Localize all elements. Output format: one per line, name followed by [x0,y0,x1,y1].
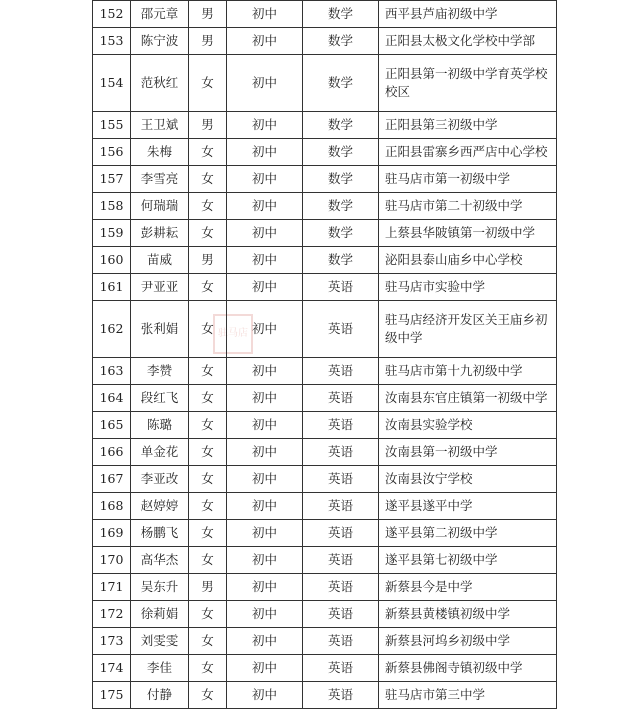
gender-cell: 女 [189,520,227,547]
school-name-cell: 驻马店市第三中学 [379,682,557,709]
school-name-cell: 遂平县遂平中学 [379,493,557,520]
row-number-cell: 162 [93,301,131,358]
subject-cell: 英语 [303,655,379,682]
school-level-cell: 初中 [227,1,303,28]
subject-cell: 英语 [303,493,379,520]
row-number-cell: 174 [93,655,131,682]
gender-cell: 女 [189,385,227,412]
school-level-cell: 初中 [227,139,303,166]
gender-cell: 女 [189,220,227,247]
school-level-cell: 初中 [227,274,303,301]
subject-cell: 数学 [303,193,379,220]
teacher-name-cell: 徐莉娟 [131,601,189,628]
school-level-cell: 初中 [227,301,303,358]
school-level-cell: 初中 [227,193,303,220]
school-name-cell: 汝南县汝宁学校 [379,466,557,493]
row-number-cell: 155 [93,112,131,139]
school-name-cell: 上蔡县华陂镇第一初级中学 [379,220,557,247]
row-number-cell: 156 [93,139,131,166]
table-row [93,274,557,301]
row-number-cell: 170 [93,547,131,574]
table-row [93,247,557,274]
subject-cell: 英语 [303,439,379,466]
table-row [93,628,557,655]
gender-cell: 女 [189,493,227,520]
subject-cell: 英语 [303,601,379,628]
row-number-cell: 153 [93,28,131,55]
school-name-cell: 新蔡县今是中学 [379,574,557,601]
teacher-name-cell: 杨鹏飞 [131,520,189,547]
table-row [93,112,557,139]
school-name-cell: 驻马店市第十九初级中学 [379,358,557,385]
school-name-cell: 新蔡县河坞乡初级中学 [379,628,557,655]
subject-cell: 英语 [303,520,379,547]
gender-cell: 男 [189,1,227,28]
school-level-cell: 初中 [227,247,303,274]
row-number-cell: 175 [93,682,131,709]
subject-cell: 数学 [303,1,379,28]
subject-cell: 数学 [303,220,379,247]
school-level-cell: 初中 [227,166,303,193]
subject-cell: 数学 [303,55,379,112]
row-number-cell: 157 [93,166,131,193]
table-row [93,547,557,574]
teacher-name-cell: 朱梅 [131,139,189,166]
school-level-cell: 初中 [227,466,303,493]
subject-cell: 英语 [303,412,379,439]
teacher-name-cell: 李雪亮 [131,166,189,193]
subject-cell: 英语 [303,466,379,493]
table-row [93,574,557,601]
table-row [93,682,557,709]
subject-cell: 英语 [303,682,379,709]
school-level-cell: 初中 [227,358,303,385]
school-level-cell: 初中 [227,628,303,655]
row-number-cell: 173 [93,628,131,655]
row-number-cell: 165 [93,412,131,439]
row-number-cell: 163 [93,358,131,385]
table-row [93,655,557,682]
teacher-name-cell: 赵婷婷 [131,493,189,520]
gender-cell: 女 [189,547,227,574]
school-name-cell: 正阳县太极文化学校中学部 [379,28,557,55]
subject-cell: 英语 [303,628,379,655]
subject-cell: 英语 [303,574,379,601]
school-name-cell: 正阳县雷寨乡西严店中心学校 [379,139,557,166]
gender-cell: 女 [189,166,227,193]
subject-cell: 英语 [303,274,379,301]
teacher-name-cell: 陈宁波 [131,28,189,55]
table-row [93,1,557,28]
teacher-name-cell: 王卫斌 [131,112,189,139]
teacher-name-cell: 李佳 [131,655,189,682]
school-name-cell: 正阳县第三初级中学 [379,112,557,139]
school-name-cell: 驻马店市第一初级中学 [379,166,557,193]
gender-cell: 女 [189,55,227,112]
teacher-name-cell: 张利娟 [131,301,189,358]
gender-cell: 女 [189,274,227,301]
school-name-cell: 泌阳县泰山庙乡中心学校 [379,247,557,274]
subject-cell: 数学 [303,139,379,166]
subject-cell: 数学 [303,28,379,55]
gender-cell: 男 [189,28,227,55]
table-row [93,301,557,358]
school-level-cell: 初中 [227,655,303,682]
teacher-name-cell: 单金花 [131,439,189,466]
teacher-name-cell: 范秋红 [131,55,189,112]
teacher-name-cell: 何瑞瑞 [131,193,189,220]
table-row [93,358,557,385]
school-level-cell: 初中 [227,439,303,466]
school-name-cell: 汝南县东官庄镇第一初级中学 [379,385,557,412]
row-number-cell: 172 [93,601,131,628]
gender-cell: 女 [189,628,227,655]
school-name-cell: 遂平县第二初级中学 [379,520,557,547]
school-level-cell: 初中 [227,55,303,112]
table-row [93,220,557,247]
school-level-cell: 初中 [227,412,303,439]
row-number-cell: 159 [93,220,131,247]
gender-cell: 女 [189,601,227,628]
subject-cell: 英语 [303,301,379,358]
teacher-name-cell: 邵元章 [131,1,189,28]
row-number-cell: 166 [93,439,131,466]
teacher-roster-table [92,0,557,709]
gender-cell: 女 [189,412,227,439]
teacher-name-cell: 段红飞 [131,385,189,412]
school-level-cell: 初中 [227,28,303,55]
school-level-cell: 初中 [227,574,303,601]
row-number-cell: 169 [93,520,131,547]
school-level-cell: 初中 [227,682,303,709]
table-row [93,493,557,520]
row-number-cell: 167 [93,466,131,493]
gender-cell: 男 [189,574,227,601]
table-row [93,55,557,112]
row-number-cell: 154 [93,55,131,112]
teacher-name-cell: 刘雯雯 [131,628,189,655]
table-row [93,28,557,55]
gender-cell: 女 [189,682,227,709]
gender-cell: 女 [189,193,227,220]
row-number-cell: 168 [93,493,131,520]
subject-cell: 英语 [303,358,379,385]
table-row [93,193,557,220]
gender-cell: 男 [189,112,227,139]
subject-cell: 数学 [303,247,379,274]
gender-cell: 男 [189,247,227,274]
gender-cell: 女 [189,466,227,493]
school-name-cell: 正阳县第一初级中学育英学校校区 [379,55,557,112]
school-level-cell: 初中 [227,601,303,628]
school-level-cell: 初中 [227,385,303,412]
school-level-cell: 初中 [227,220,303,247]
gender-cell: 女 [189,358,227,385]
row-number-cell: 160 [93,247,131,274]
school-name-cell: 驻马店市实验中学 [379,274,557,301]
teacher-name-cell: 尹亚亚 [131,274,189,301]
table-row [93,412,557,439]
table-row [93,166,557,193]
teacher-name-cell: 李赞 [131,358,189,385]
subject-cell: 英语 [303,547,379,574]
gender-cell: 女 [189,439,227,466]
table-row [93,520,557,547]
subject-cell: 英语 [303,385,379,412]
teacher-name-cell: 高华杰 [131,547,189,574]
gender-cell: 女 [189,139,227,166]
school-name-cell: 驻马店经济开发区关王庙乡初级中学 [379,301,557,358]
teacher-name-cell: 陈璐 [131,412,189,439]
table-row [93,385,557,412]
school-name-cell: 汝南县第一初级中学 [379,439,557,466]
school-name-cell: 遂平县第七初级中学 [379,547,557,574]
table-row [93,439,557,466]
row-number-cell: 171 [93,574,131,601]
school-name-cell: 新蔡县佛阁寺镇初级中学 [379,655,557,682]
subject-cell: 数学 [303,112,379,139]
row-number-cell: 164 [93,385,131,412]
school-name-cell: 西平县芦庙初级中学 [379,1,557,28]
teacher-name-cell: 吴东升 [131,574,189,601]
school-level-cell: 初中 [227,520,303,547]
gender-cell: 女 [189,301,227,358]
teacher-name-cell: 李亚改 [131,466,189,493]
teacher-name-cell: 付静 [131,682,189,709]
school-level-cell: 初中 [227,112,303,139]
school-level-cell: 初中 [227,547,303,574]
gender-cell: 女 [189,655,227,682]
table-row [93,139,557,166]
row-number-cell: 161 [93,274,131,301]
teacher-name-cell: 彭耕耘 [131,220,189,247]
teacher-name-cell: 苗威 [131,247,189,274]
subject-cell: 数学 [303,166,379,193]
row-number-cell: 158 [93,193,131,220]
table-row [93,466,557,493]
school-name-cell: 新蔡县黄楼镇初级中学 [379,601,557,628]
roster-body [93,1,557,709]
school-name-cell: 汝南县实验学校 [379,412,557,439]
row-number-cell: 152 [93,1,131,28]
table-row [93,601,557,628]
school-level-cell: 初中 [227,493,303,520]
school-name-cell: 驻马店市第二十初级中学 [379,193,557,220]
watermark-seal: 驻马店 [213,314,253,354]
